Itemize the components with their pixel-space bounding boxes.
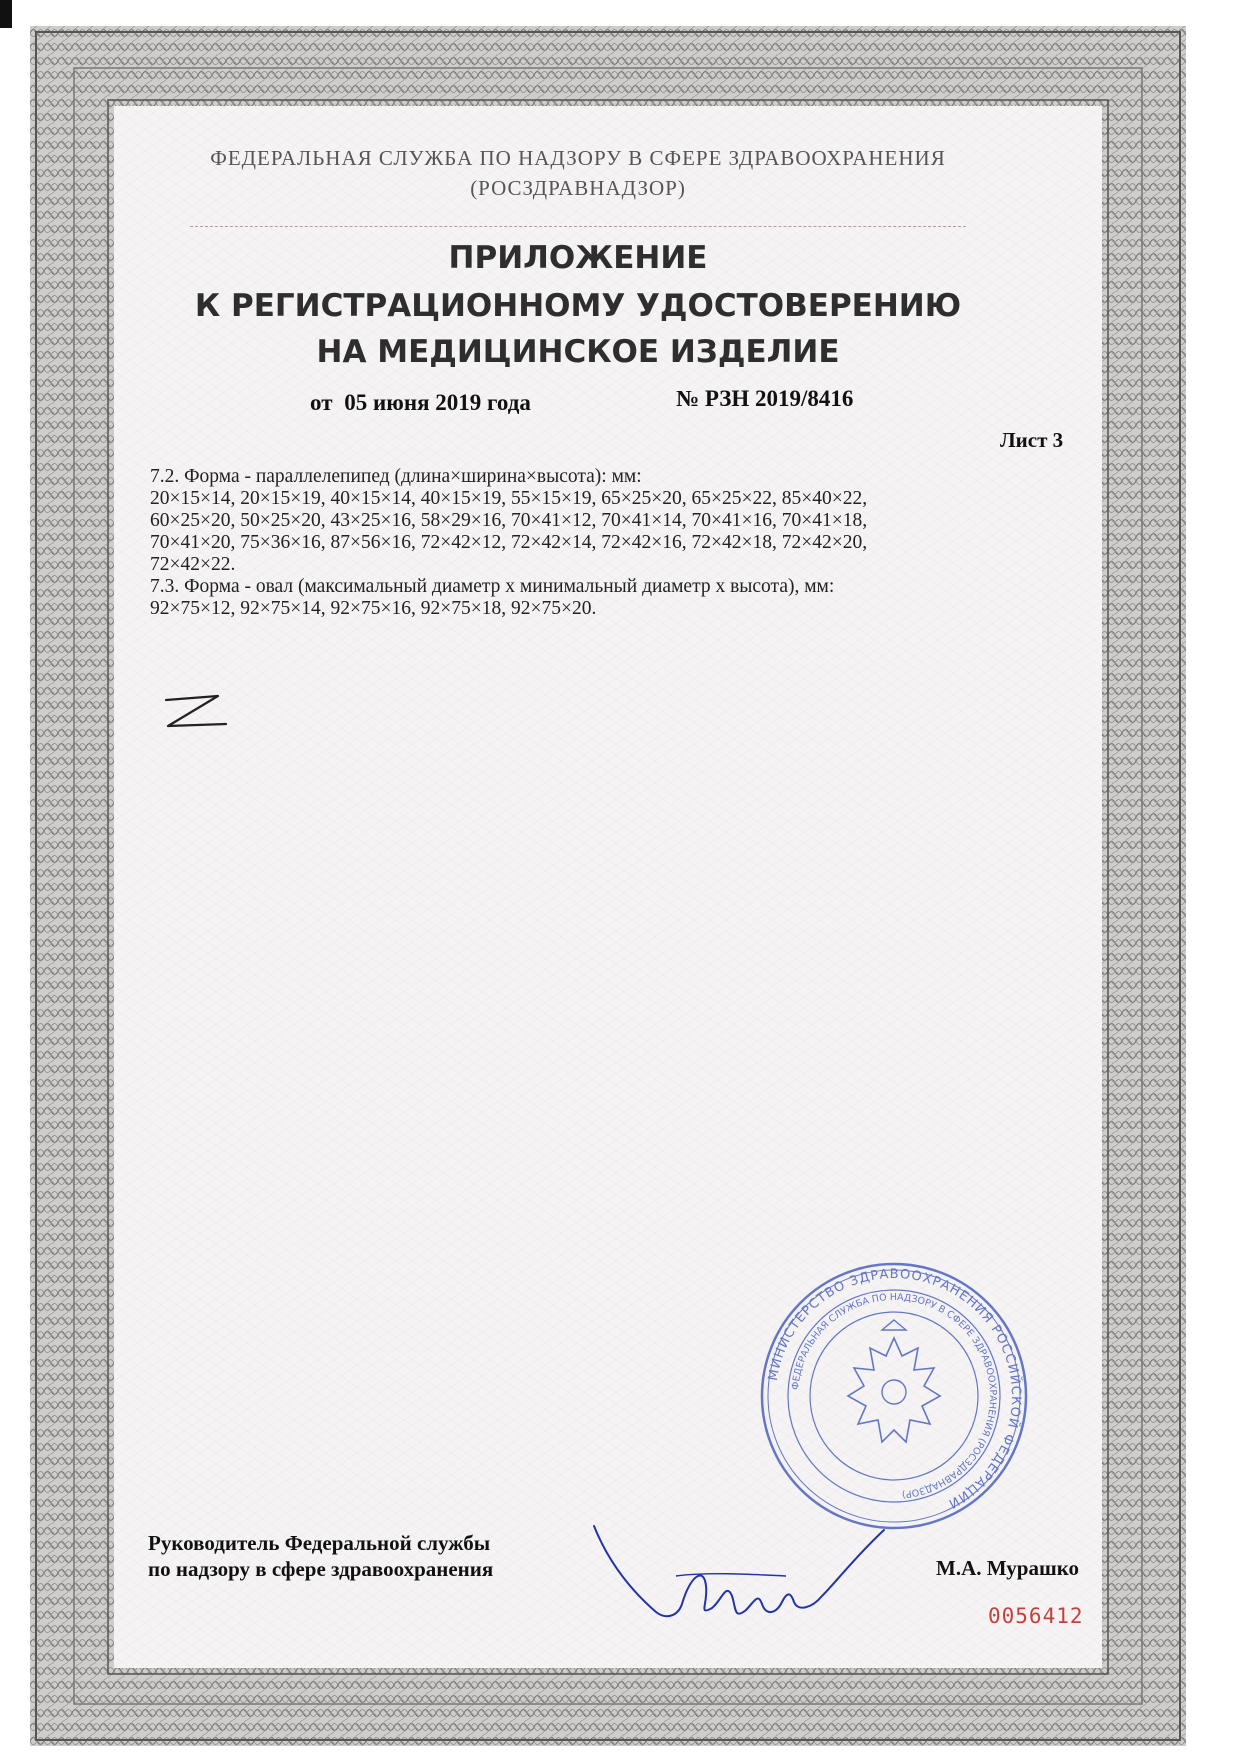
spec-line: 20×15×14, 20×15×19, 40×15×14, 40×15×19, 55×15×19, 65×25×20, 65×25×22, 85×40×22, [150, 488, 868, 509]
agency-name: ФЕДЕРАЛЬНАЯ СЛУЖБА ПО НАДЗОРУ В СФЕРЕ ЗДРАВООХРАНЕНИЯ [210, 146, 946, 170]
signatory-position-line2: по надзору в сфере здравоохранения [148, 1557, 494, 1581]
svg-text:МИНИСТЕРСТВО ЗДРАВООХРАНЕНИЯ Р: МИНИСТЕРСТВО ЗДРАВООХРАНЕНИЯ РОССИЙСКОЙ ФЕДЕРАЦИИ [765, 1266, 1024, 1512]
svg-text:ФЕДЕРАЛЬНАЯ СЛУЖБА ПО НАДЗОРУ: ФЕДЕРАЛЬНАЯ СЛУЖБА ПО НАДЗОРУ В СФЕРЕ ЗДРАВООХРАНЕНИЯ (РОСЗДРАВНАДЗОР) [790, 1291, 999, 1500]
spec-line: 7.3. Форма - овал (максимальный диаметр х минимальный диаметр х высота), мм: [150, 576, 835, 597]
document-title-line2: К РЕГИСТРАЦИОННОМУ УДОСТОВЕРЕНИЮ [194, 288, 962, 324]
spec-line: 92×75×12, 92×75×14, 92×75×16, 92×75×18, 92×75×20. [150, 598, 597, 619]
sheet-number: Лист 3 [1000, 428, 1064, 452]
issue-date [310, 390, 537, 416]
signatory-position-line1: Руководитель Федеральной службы [148, 1531, 491, 1555]
spec-line: 7.2. Форма - параллелепипед (длина×ширина×высота): мм: [150, 466, 642, 487]
signatory-position [148, 1530, 493, 1582]
official-stamp-seal [758, 1260, 1030, 1532]
registration-number: № РЗН 2019/8416 [676, 386, 854, 411]
agency-abbreviation: (РОСЗДРАВНАДЗОР) [470, 176, 686, 200]
header-divider [190, 226, 966, 227]
document-title-line1: ПРИЛОЖЕНИЕ [448, 240, 708, 276]
handwritten-signature [586, 1516, 896, 1636]
serial-number: 0056412 [988, 1604, 1084, 1628]
signer-name: М.А. Мурашко [936, 1556, 1080, 1580]
spec-line: 72×42×22. [150, 554, 236, 575]
issue-date-prefix: от [310, 390, 333, 415]
scan-corner-mark [0, 0, 12, 28]
document-title-line3: НА МЕДИЦИНСКОЕ ИЗДЕЛИЕ [316, 334, 840, 370]
specification-text [150, 466, 1070, 620]
issue-date-value: 05 июня 2019 года [344, 390, 531, 415]
spec-line: 70×41×20, 75×36×16, 87×56×16, 72×42×12, 72×42×14, 72×42×16, 72×42×18, 72×42×20, [150, 532, 868, 553]
spec-line: 60×25×20, 50×25×20, 43×25×16, 58×29×16, 70×41×12, 70×41×14, 70×41×16, 70×41×18, [150, 510, 868, 531]
z-strike-mark [160, 688, 240, 738]
